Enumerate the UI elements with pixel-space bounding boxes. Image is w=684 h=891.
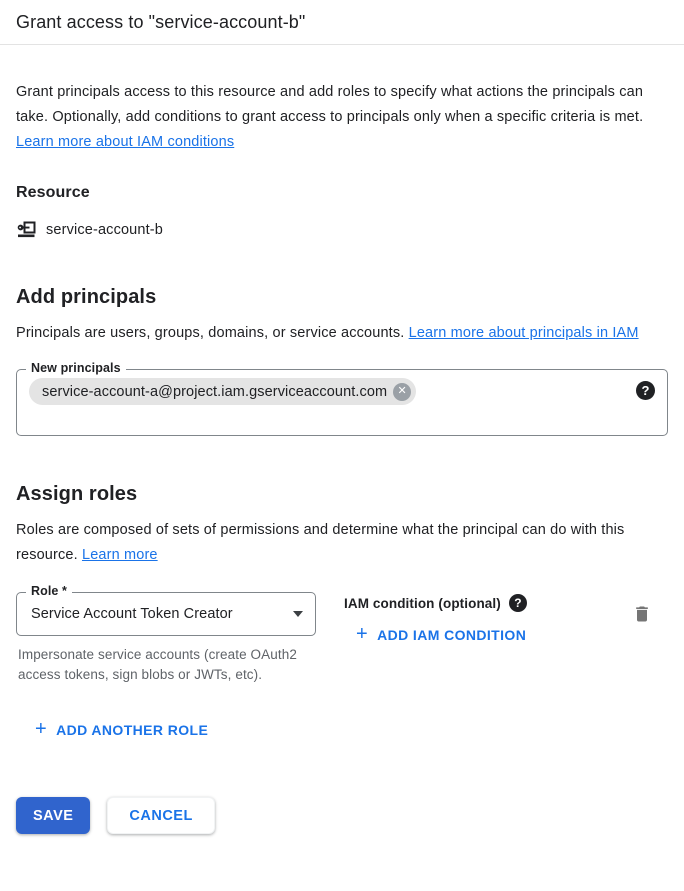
dialog-content [0, 80, 684, 834]
principals-learn-more-link[interactable]: Learn more about principals in IAM [408, 325, 639, 341]
add-another-role-label: ADD ANOTHER ROLE [56, 722, 209, 738]
principal-chip-value: service-account-a@project.iam.gserviceaccount.com [42, 383, 388, 400]
new-principals-inner [29, 378, 655, 405]
help-icon[interactable]: ? [509, 594, 527, 612]
new-principals-field[interactable] [16, 361, 668, 436]
resource-name: service-account-b [46, 221, 163, 238]
intro-text: Grant principals access to this resource and add roles to specify what actions the principals can take. Optionally, add conditions to grant access to principals only when a specific criteria is met. [16, 84, 644, 125]
dialog-footer [16, 797, 668, 834]
cancel-button[interactable]: CANCEL [107, 797, 214, 834]
roles-learn-more-link[interactable]: Learn more [81, 547, 158, 563]
resource-heading: Resource [16, 184, 90, 201]
role-column [16, 584, 316, 685]
add-another-role-button[interactable] [27, 715, 216, 745]
dialog-title: Grant access to "service-account-b" [16, 12, 306, 32]
intro-paragraph [16, 80, 664, 155]
add-iam-condition-button[interactable] [348, 620, 534, 650]
new-principals-label: New principals [26, 361, 126, 375]
assign-roles-heading: Assign roles [16, 483, 138, 505]
principal-chip[interactable] [29, 378, 416, 405]
principals-description [16, 321, 656, 346]
iam-condition-label: IAM condition (optional) [344, 595, 501, 611]
plus-icon: + [35, 718, 48, 740]
help-icon[interactable]: ? [636, 381, 655, 400]
add-principals-heading: Add principals [16, 286, 157, 308]
iam-condition-column [344, 592, 628, 650]
add-iam-condition-label: ADD IAM CONDITION [377, 627, 527, 643]
role-select-value: Service Account Token Creator [31, 606, 233, 622]
delete-role-button[interactable] [628, 600, 656, 631]
roles-description [16, 518, 656, 568]
trash-icon [632, 604, 652, 624]
service-account-icon [16, 219, 37, 240]
roles-description-text: Roles are composed of sets of permissions and determine what the principal can do with this resource. [16, 522, 625, 563]
dialog-header [0, 0, 684, 45]
save-button[interactable]: SAVE [16, 797, 90, 834]
role-helper-text: Impersonate service accounts (create OAuth2 access tokens, sign blobs or JWTs, etc). [18, 647, 297, 682]
dropdown-arrow-icon [293, 611, 303, 617]
role-select-label: Role * [26, 584, 72, 598]
delete-role-column [628, 592, 668, 631]
role-select[interactable] [16, 584, 316, 636]
principals-description-text: Principals are users, groups, domains, or service accounts. [16, 325, 409, 341]
resource-row [16, 219, 668, 240]
role-row [16, 584, 668, 685]
close-icon[interactable]: ✕ [393, 383, 411, 401]
iam-conditions-link[interactable]: Learn more about IAM conditions [16, 134, 235, 150]
iam-condition-label-row [344, 594, 628, 612]
plus-icon: + [356, 623, 369, 645]
